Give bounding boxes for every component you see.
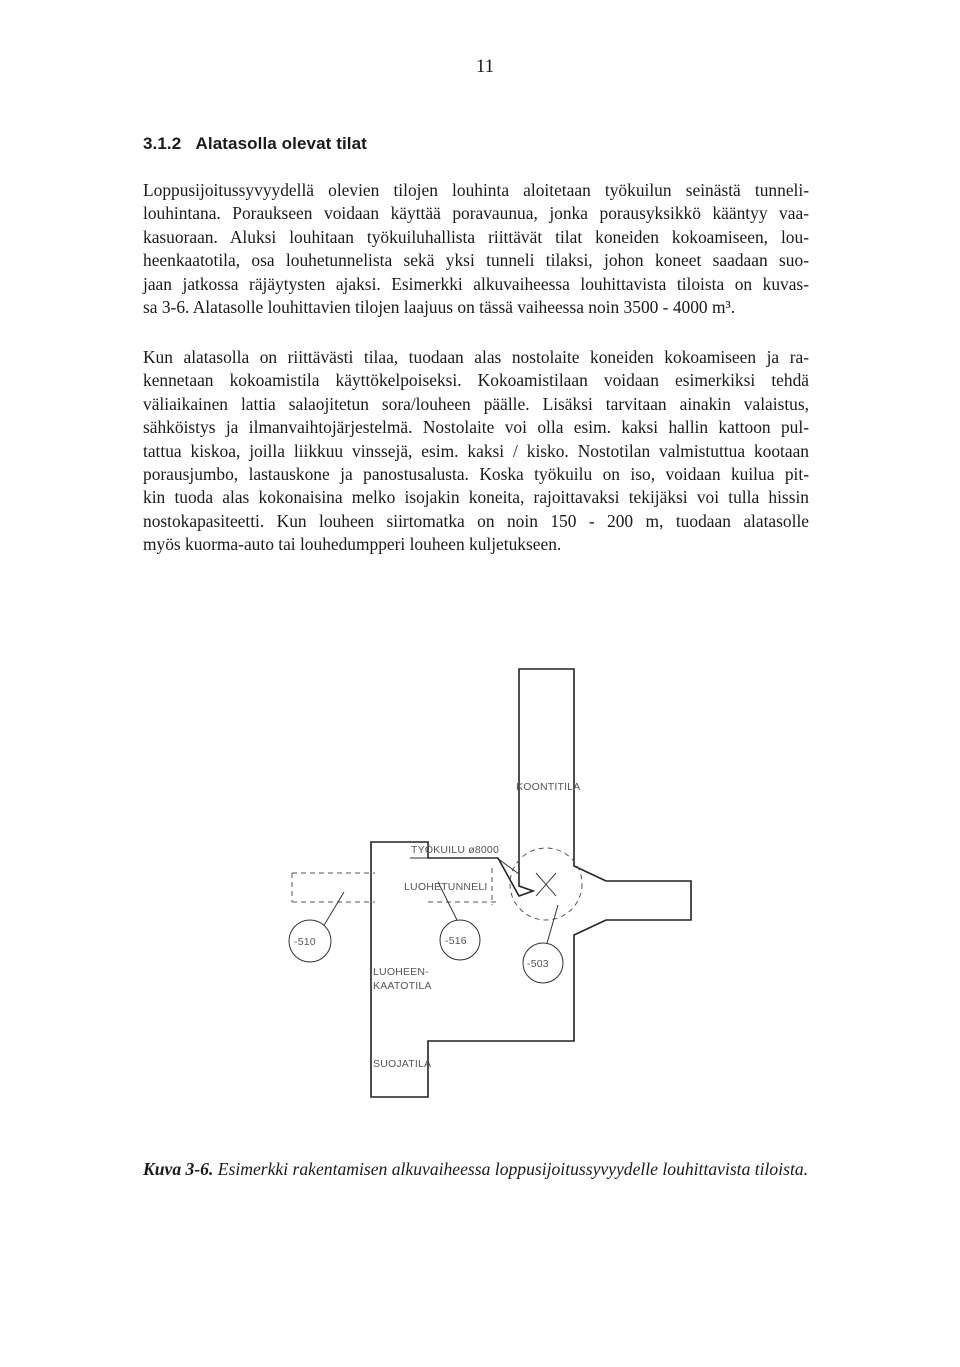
section-number: 3.1.2 (143, 134, 182, 153)
paragraph-line: sa 3-6. Alatasolle louhittavien tilojen laajuus on tässä vaiheessa noin 3500 - 4000 m³. (143, 297, 736, 318)
paragraph-line: väliaikainen lattia salaojitetun sora/louheen päälle. Lisäksi tarvitaan ainakin valaistus, (143, 393, 809, 414)
label-suojatila: SUOJATILA (373, 1058, 432, 1070)
caption-text: Esimerkki rakentamisen alkuvaiheessa loppusijoitussyvyydelle louhittavista tiloista. (217, 1159, 809, 1179)
paragraph-line: kasuoraan. Aluksi louhitaan työkuiluhallista riittävät tilat koneiden kokoamiseen, lou- (143, 226, 809, 247)
page-number: 11 (475, 56, 495, 77)
paragraph-line: kennetaan kokoamistila käyttökelpoiseksi. Kokoamistilaan voidaan esimerkiksi tehdä (143, 370, 809, 391)
label-luohetunneli: LUOHETUNNELI (404, 881, 488, 893)
paragraph-line: sähköistys ja ilmanvaihtojärjestelmä. Nostolaite voi olla esim. kaksi hallin kattoon pul- (143, 417, 809, 438)
label-luoheenkaatotila-line1: LUOHEEN- (373, 966, 429, 978)
paragraph-line: myös kuorma-auto tai louhedumpperi louheen kuljetukseen. (143, 534, 562, 555)
paragraph-line: jaan jatkossa räjäytysten ajaksi. Esimerkki alkuvaiheessa louhittavista tiloista on kuvas- (143, 273, 809, 294)
paragraph-line: tattua kiskoa, joilla liikkuu vinssejä, esim. kaksi / kisko. Nostotilan valmistuttua kootaan (143, 440, 809, 461)
figure-caption (143, 1157, 823, 1181)
paragraph-line: porausjumbo, lastauskone ja panostusalusta. Koska työkuilu on iso, voidaan kuilua pit- (143, 464, 809, 485)
paragraph-line: heenkaatotila, osa louhetunnelista sekä yksi tunneli tilaksi, johon koneet saadaan suo- (143, 250, 809, 271)
label-ref-516: -516 (445, 935, 467, 947)
section-title: Alatasolla olevat tilat (195, 134, 367, 153)
paragraph-line: Kun alatasolla on riittävästi tilaa, tuodaan alas nostolaite koneiden kokoamiseen ja ra- (143, 347, 809, 367)
shaft-center-cross (536, 873, 556, 896)
label-koontitila: KOONTITILA (516, 781, 581, 793)
paragraph-line: nostokapasiteetti. Kun louheen siirtomatka on noin 150 - 200 m, tuodaan alatasolle (143, 510, 809, 531)
label-ref-510: -510 (294, 936, 316, 948)
paragraph-line: Loppusijoitussyvyydellä olevien tilojen louhinta aloitetaan työkuilun seinästä tunneli- (143, 180, 809, 200)
paragraph-line: kin tuoda alas kokonaisina melko isojakin koneita, rajoittavaksi tekijäksi voi tulla hissin (143, 487, 809, 508)
label-luoheenkaatotila-line2: KAATOTILA (373, 980, 432, 992)
paragraph-line: louhintana. Poraukseen voidaan käyttää poravaunua, jonka porausyksikkö kääntyy vaa- (143, 203, 809, 224)
label-ref-503: -503 (527, 958, 549, 970)
label-tyokuilu: TYÖKUILU ø8000 (411, 844, 499, 856)
caption-label: Kuva 3-6. (143, 1159, 214, 1179)
